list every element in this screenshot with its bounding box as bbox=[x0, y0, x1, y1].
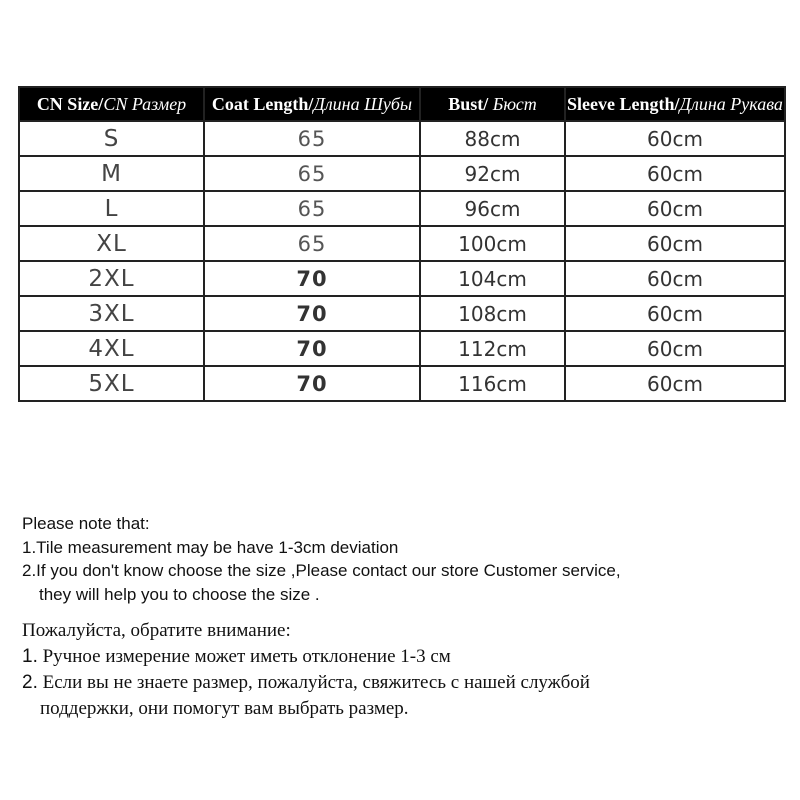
bust-cell: 92cm bbox=[420, 156, 565, 191]
bust-cell: 112cm bbox=[420, 331, 565, 366]
bust-cell: 96cm bbox=[420, 191, 565, 226]
size-cell: 4XL bbox=[19, 331, 204, 366]
size-cell: 3XL bbox=[19, 296, 204, 331]
note-line-en: 2.If you don't know choose the size ,Please contact our store Customer service, bbox=[22, 561, 621, 580]
note-number: 1. bbox=[22, 646, 38, 667]
coat-length-cell: 70 bbox=[204, 366, 420, 401]
note-heading-en: Please note that: bbox=[22, 514, 150, 533]
coat-length-cell: 70 bbox=[204, 331, 420, 366]
header-size: CN Size/CN Размер bbox=[19, 87, 204, 121]
note-line-ru bbox=[22, 644, 782, 670]
table-row bbox=[19, 296, 785, 331]
sleeve-cell: 60cm bbox=[565, 366, 785, 401]
header-sleeve-length: Sleeve Length/Длина Рукава bbox=[565, 87, 785, 121]
bust-cell: 108cm bbox=[420, 296, 565, 331]
table-row bbox=[19, 331, 785, 366]
note-line-en: 1.Tile measurement may be have 1-3cm deviation bbox=[22, 537, 399, 557]
coat-length-cell: 70 bbox=[204, 296, 420, 331]
size-cell: S bbox=[19, 121, 204, 156]
sleeve-cell: 60cm bbox=[565, 261, 785, 296]
table-row bbox=[19, 226, 785, 261]
sleeve-cell: 60cm bbox=[565, 156, 785, 191]
russian-notes bbox=[22, 618, 782, 722]
note-line-en: they will help you to choose the size . bbox=[39, 584, 320, 604]
table-row bbox=[19, 156, 785, 191]
coat-length-cell: 65 bbox=[204, 226, 420, 261]
table-header-row bbox=[19, 87, 785, 121]
size-cell: 5XL bbox=[19, 366, 204, 401]
bust-cell: 116cm bbox=[420, 366, 565, 401]
sleeve-cell: 60cm bbox=[565, 121, 785, 156]
coat-length-cell: 70 bbox=[204, 261, 420, 296]
coat-length-cell: 65 bbox=[204, 121, 420, 156]
sleeve-cell: 60cm bbox=[565, 331, 785, 366]
table-row bbox=[19, 261, 785, 296]
size-cell: 2XL bbox=[19, 261, 204, 296]
sleeve-cell: 60cm bbox=[565, 296, 785, 331]
note-number: 2. bbox=[22, 672, 38, 693]
table-row bbox=[19, 366, 785, 401]
english-notes bbox=[22, 512, 782, 606]
note-line-ru bbox=[22, 670, 782, 696]
bust-cell: 100cm bbox=[420, 226, 565, 261]
bust-cell: 104cm bbox=[420, 261, 565, 296]
coat-length-cell: 65 bbox=[204, 156, 420, 191]
size-cell: M bbox=[19, 156, 204, 191]
bust-cell: 88cm bbox=[420, 121, 565, 156]
note-text: Ручное измерение может иметь отклонение 1-3 см bbox=[42, 646, 451, 667]
table-row bbox=[19, 121, 785, 156]
header-bust: Bust/ Бюст bbox=[420, 87, 565, 121]
note-text: Если вы не знаете размер, пожалуйста, свяжитесь с нашей службой bbox=[42, 672, 590, 693]
size-cell: L bbox=[19, 191, 204, 226]
sleeve-cell: 60cm bbox=[565, 226, 785, 261]
sleeve-cell: 60cm bbox=[565, 191, 785, 226]
table-row bbox=[19, 191, 785, 226]
header-coat-length: Coat Length/Длина Шубы bbox=[204, 87, 420, 121]
size-cell: XL bbox=[19, 226, 204, 261]
size-chart-table bbox=[18, 86, 786, 402]
note-heading-ru: Пожалуйста, обратите внимание: bbox=[22, 620, 291, 641]
note-line-ru: поддержки, они помогут вам выбрать размер. bbox=[40, 698, 409, 719]
coat-length-cell: 65 bbox=[204, 191, 420, 226]
